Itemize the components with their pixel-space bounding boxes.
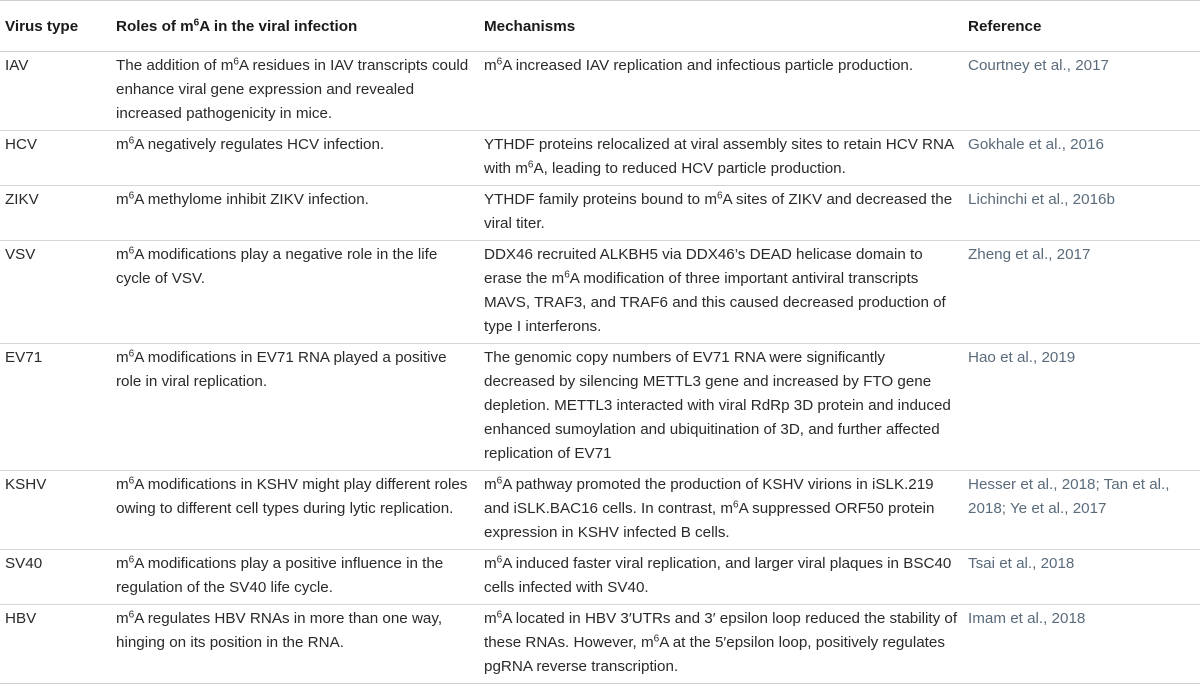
- reference-cell: Lichinchi et al., 2016b: [964, 186, 1200, 241]
- virus-type-cell: IAV: [0, 52, 112, 131]
- table-row: [0, 241, 1200, 344]
- table-header-row: [0, 1, 1200, 52]
- roles-cell: $m^6A$ regulates HBV RNAs in more than one way, hinging on its position in the RNA.: [112, 605, 480, 684]
- roles-cell: $m^6A$ modifications play a positive influence in the regulation of the SV40 life cycle.: [112, 550, 480, 605]
- header-virus-type: Virus type: [0, 1, 112, 52]
- reference-cell: Hesser et al., 2018; Tan et al., 2018; Ye et al., 2017: [964, 471, 1200, 550]
- header-roles: Roles of $m^6A$ in the viral infection: [112, 1, 480, 52]
- table-row: [0, 344, 1200, 471]
- table-row: [0, 186, 1200, 241]
- table-row: [0, 471, 1200, 550]
- table-row: [0, 52, 1200, 131]
- virus-type-cell: ZIKV: [0, 186, 112, 241]
- table-row: [0, 605, 1200, 684]
- virus-type-cell: EV71: [0, 344, 112, 471]
- reference-cell: Gokhale et al., 2016: [964, 131, 1200, 186]
- roles-cell: $m^6A$ negatively regulates HCV infection.: [112, 131, 480, 186]
- reference-cell: Tsai et al., 2018: [964, 550, 1200, 605]
- mechanisms-cell: $m^6A$ located in HBV 3′UTRs and 3′ epsilon loop reduced the stability of these RNAs. However, $m^6A$ at the 5′epsilon loop, positively regulates pgRNA reverse transcription.: [480, 605, 964, 684]
- reference-cell: Hao et al., 2019: [964, 344, 1200, 471]
- mechanisms-cell: YTHDF proteins relocalized at viral assembly sites to retain HCV RNA with $m^6A$, leading to reduced HCV particle production.: [480, 131, 964, 186]
- reference-cell: Courtney et al., 2017: [964, 52, 1200, 131]
- virus-type-cell: SV40: [0, 550, 112, 605]
- virus-type-cell: HBV: [0, 605, 112, 684]
- mechanisms-cell: $m^6A$ induced faster viral replication, and larger viral plaques in BSC40 cells infected with SV40.: [480, 550, 964, 605]
- roles-cell: The addition of $m^6A$ residues in IAV transcripts could enhance viral gene expression and revealed increased pathogenicity in mice.: [112, 52, 480, 131]
- roles-cell: $m^6A$ modifications play a negative role in the life cycle of VSV.: [112, 241, 480, 344]
- mechanisms-cell: $m^6A$ increased IAV replication and infectious particle production.: [480, 52, 964, 131]
- table-row: [0, 131, 1200, 186]
- virus-type-cell: KSHV: [0, 471, 112, 550]
- reference-cell: Zheng et al., 2017: [964, 241, 1200, 344]
- mechanisms-cell: $m^6A$ pathway promoted the production of KSHV virions in iSLK.219 and iSLK.BAC16 cells. In contrast, $m^6A$ suppressed ORF50 protein expression in KSHV infected B cells.: [480, 471, 964, 550]
- virus-type-cell: HCV: [0, 131, 112, 186]
- mechanisms-cell: The genomic copy numbers of EV71 RNA were significantly decreased by silencing METTL3 gene and increased by FTO gene depletion. METTL3 interacted with viral RdRp 3D protein and induced enhanced sumoylation and ubiquitination of 3D, and further affected replication of EV71: [480, 344, 964, 471]
- header-mechanisms: Mechanisms: [480, 1, 964, 52]
- roles-cell: $m^6A$ modifications in EV71 RNA played a positive role in viral replication.: [112, 344, 480, 471]
- virus-type-cell: VSV: [0, 241, 112, 344]
- reference-cell: Imam et al., 2018: [964, 605, 1200, 684]
- mechanisms-cell: DDX46 recruited ALKBH5 via DDX46’s DEAD helicase domain to erase the $m^6A$ modification of three important antiviral transcripts MAVS, TRAF3, and TRAF6 and this caused decreased production of type I interferons.: [480, 241, 964, 344]
- header-reference: Reference: [964, 1, 1200, 52]
- table-row: [0, 550, 1200, 605]
- roles-cell: $m^6A$ methylome inhibit ZIKV infection.: [112, 186, 480, 241]
- mechanisms-cell: YTHDF family proteins bound to $m^6A$ sites of ZIKV and decreased the viral titer.: [480, 186, 964, 241]
- roles-cell: $m^6A$ modifications in KSHV might play different roles owing to different cell types during lytic replication.: [112, 471, 480, 550]
